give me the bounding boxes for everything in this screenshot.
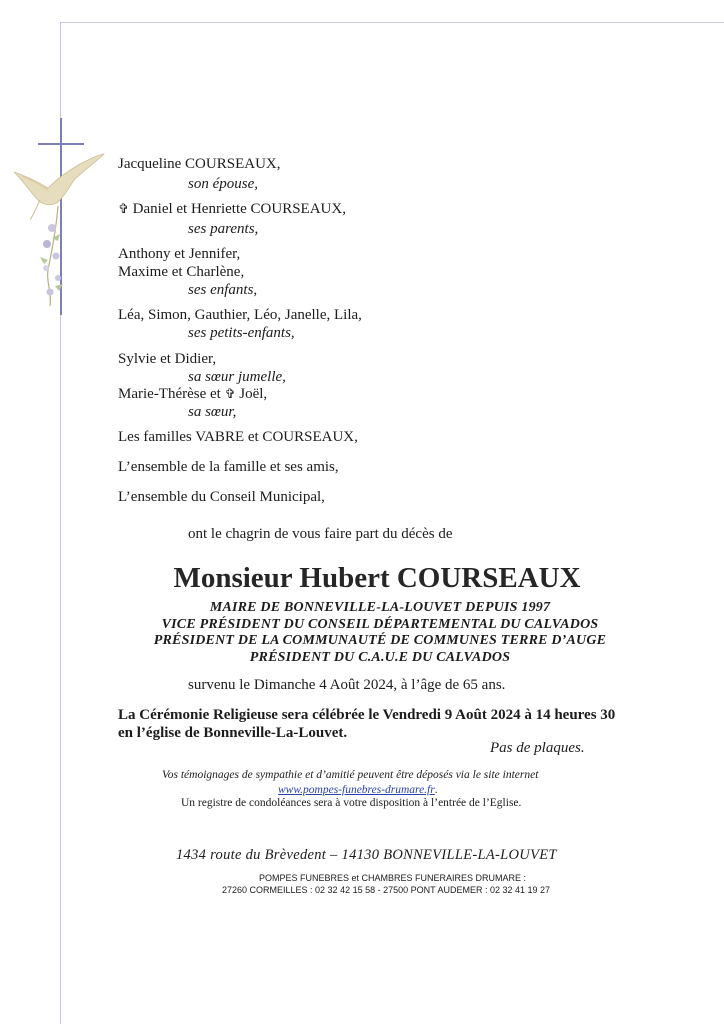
parents-role: ses parents,	[188, 221, 259, 237]
ceremony-line-1: La Cérémonie Religieuse sera célébrée le Vendredi 9 Août 2024 à 14 heures 30	[118, 707, 616, 723]
children-line-2: Maxime et Charlène,	[118, 264, 245, 280]
cross-and-dove-icon	[0, 110, 110, 320]
deceased-name: Monsieur Hubert COURSEAUX	[173, 562, 581, 594]
whole-family-line: L’ensemble de la famille et ses amis,	[118, 459, 339, 475]
grandchildren-names: Léa, Simon, Gauthier, Léo, Janelle, Lila,	[118, 307, 362, 323]
spouse-role: son épouse,	[188, 176, 258, 192]
footer-line-2: 27260 CORMEILLES : 02 32 42 15 58 - 27500 PONT AUDEMER : 02 32 41 19 27	[222, 885, 551, 895]
ceremony-line-2: en l’église de Bonneville-La-Louvet.	[118, 725, 348, 741]
children-line-1: Anthony et Jennifer,	[118, 246, 241, 262]
no-plaques: Pas de plaques.	[490, 740, 585, 756]
parents-line	[118, 200, 346, 219]
spouse-name: Jacqueline COURSEAUX,	[118, 156, 281, 172]
cross-icon: ✞	[224, 387, 236, 402]
sister-line	[118, 385, 267, 404]
page-frame-top	[60, 22, 724, 23]
website-link[interactable]: www.pompes-funebres-drumare.fr	[278, 784, 435, 796]
deceased-title-3: PRÉSIDENT DE LA COMMUNAUTÉ DE COMMUNES TERRE D’AUGE	[153, 633, 607, 648]
condolences-text: Vos témoignages de sympathie et d’amitié peuvent être déposés via le site internet	[162, 769, 539, 781]
footer-line-1: POMPES FUNEBRES et CHAMBRES FUNERAIRES DRUMARE :	[259, 873, 527, 883]
parents-name: Daniel et Henriette COURSEAUX,	[132, 201, 346, 217]
website-line	[278, 783, 438, 797]
council-line: L’ensemble du Conseil Municipal,	[118, 489, 325, 505]
twin-names: Sylvie et Didier,	[118, 351, 217, 367]
children-role: ses enfants,	[188, 282, 258, 298]
website-suffix: .	[434, 784, 438, 796]
death-info: survenu le Dimanche 4 Août 2024, à l’âge de 65 ans.	[188, 677, 506, 693]
address: 1434 route du Brèvedent – 14130 BONNEVILLE-LA-LOUVET	[176, 847, 557, 863]
condolence-register: Un registre de condoléances sera à votre disposition à l’entrée de l’Eglise.	[181, 797, 522, 809]
cross-icon: ✞	[118, 202, 129, 217]
sister-role: sa sœur,	[188, 404, 237, 420]
announcement: ont le chagrin de vous faire part du décès de	[188, 526, 453, 542]
deceased-titles	[0, 600, 724, 666]
sister-names-part1: Marie-Thérèse et	[118, 386, 221, 402]
deceased-title-2: VICE PRÉSIDENT DU CONSEIL DÉPARTEMENTAL DU CALVADOS	[161, 616, 599, 632]
grandchildren-role: ses petits-enfants,	[188, 325, 295, 341]
sister-names-part2: Joël,	[239, 386, 268, 402]
twin-role: sa sœur jumelle,	[188, 369, 286, 385]
deceased-title-4: PRÉSIDENT DU C.A.U.E DU CALVADOS	[249, 649, 511, 665]
deceased-title-1: MAIRE DE BONNEVILLE-LA-LOUVET DEPUIS 1997	[209, 600, 551, 615]
families-line: Les familles VABRE et COURSEAUX,	[118, 429, 358, 445]
